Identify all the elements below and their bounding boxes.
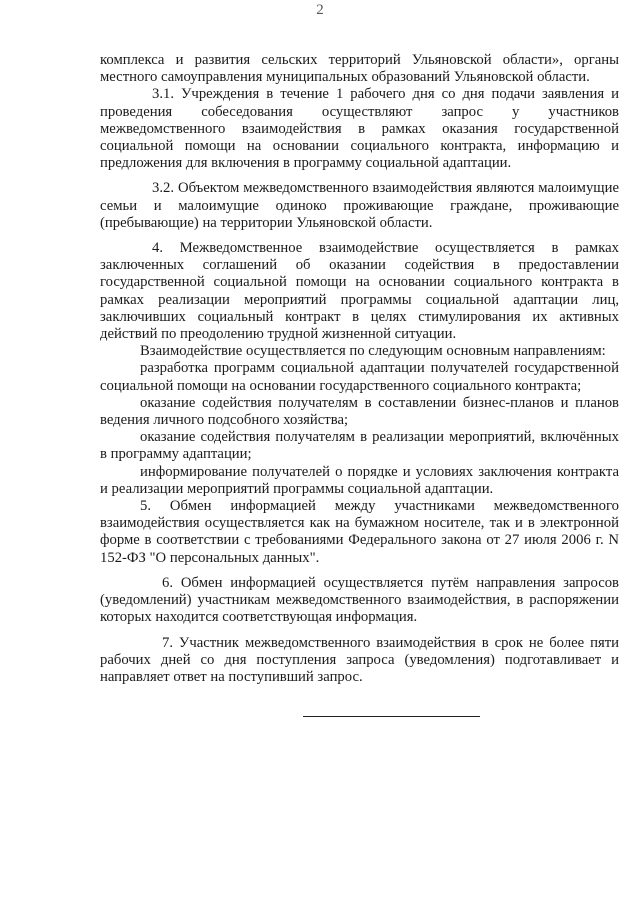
paragraph-7: 7. Участник межведомственного взаимодействия в срок не более пяти рабочих дней со дня поступления запроса (уведомления) подготавливает и направляет ответ на поступивший запрос.	[100, 634, 619, 685]
paragraph-3-2: 3.2. Объектом межведомственного взаимодействия являются малоимущие семьи и малоимущие одиноко проживающие граждане, проживающие (пребывающие) на территории Ульяновской области.	[100, 180, 619, 231]
list-item-programs: разработка программ социальной адаптации получателей государственной социальной помощи на основании государственного социального контракта;	[100, 360, 619, 394]
paragraph-3-1: 3.1. Учреждения в течение 1 рабочего дня со дня подачи заявления и проведения собеседования осуществляют запрос у участников межведомственного взаимодействия в рамках оказания государственной социальной помощи на основании социального контракта, информацию и предложения для включения в программу социальной адаптации.	[100, 86, 619, 172]
list-item-informing: информирование получателей о порядке и условиях заключения контракта и реализации мероприятий программы социальной адаптации.	[100, 463, 619, 497]
paragraph-5: 5. Обмен информацией между участниками межведомственного взаимодействия осуществляется как на бумажном носителе, так и в электронной форме в соответствии с требованиями Федерального закона от 27 июля 2006 г. N 152-ФЗ "О персональных данных".	[100, 498, 619, 566]
paragraph-6: 6. Обмен информацией осуществляется путём направления запросов (уведомлений) участникам межведомственного взаимодействия, в распоряжении которых находится соответствующая информация.	[100, 574, 619, 626]
paragraph-directions-intro: Взаимодействие осуществляется по следующим основным направлениям:	[140, 343, 606, 360]
closing-separator-line	[303, 716, 480, 717]
document-body	[100, 52, 619, 686]
paragraph-continuation: комплекса и развития сельских территорий Ульяновской области», органы местного самоуправления муниципальных образований Ульяновской области.	[100, 52, 619, 86]
page-number: 2	[316, 2, 324, 18]
list-item-business-plans: оказание содействия получателям в составлении бизнес-планов и планов ведения личного подсобного хозяйства;	[100, 394, 619, 429]
list-item-measures: оказание содействия получателям в реализации мероприятий, включённых в программу адаптации;	[100, 429, 619, 463]
paragraph-4: 4. Межведомственное взаимодействие осуществляется в рамках заключенных соглашений об оказании содействия в предоставлении государственной социальной помощи на основании социального контракта в рамках реализации мероприятий программы социальной адаптации лиц, заключивших социальный контракт в целях стимулирования их активных действий по преодолению трудной жизненной ситуации.	[100, 240, 619, 343]
